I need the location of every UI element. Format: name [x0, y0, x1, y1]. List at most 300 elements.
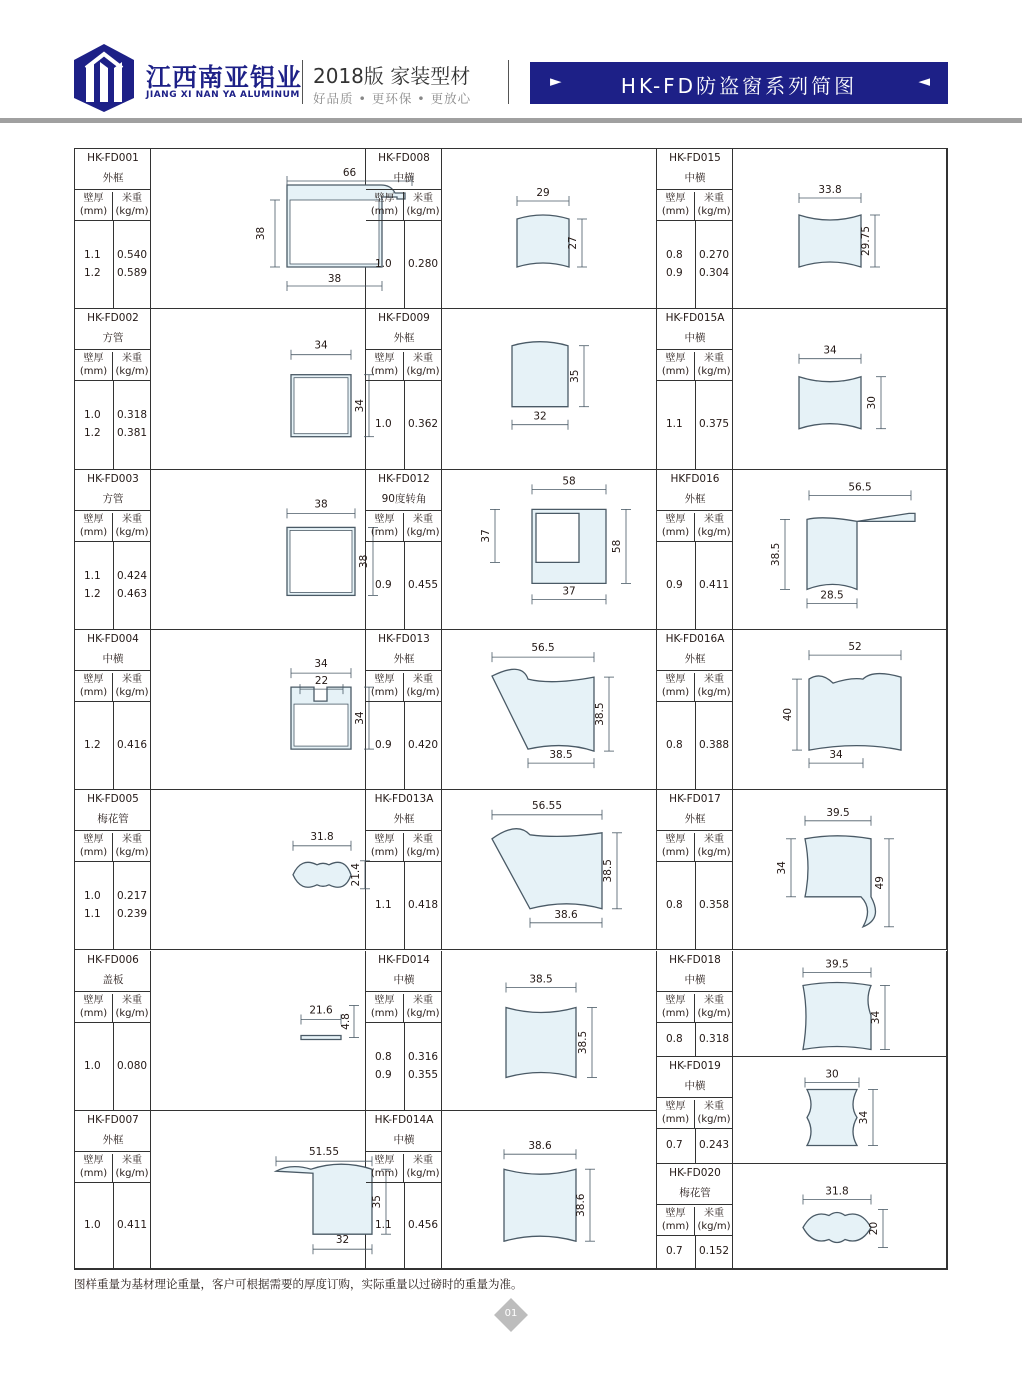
thickness-value: 0.8 — [666, 1032, 683, 1045]
thickness-header: 壁厚 (mm) — [657, 1100, 695, 1128]
dimension-label: 58 — [610, 539, 623, 553]
product-cell — [75, 790, 366, 950]
dimension-label: 38.5 — [549, 748, 573, 761]
weight-header: 米重 (kg/m) — [697, 834, 731, 859]
dimension-label: 39.5 — [826, 806, 850, 819]
product-code: HK-FD016A — [665, 632, 725, 645]
weight-header: 米重 (kg/m) — [115, 673, 149, 698]
thickness-value: 1.0 — [84, 1218, 101, 1231]
profile-drawing — [733, 149, 947, 309]
product-name: 外框 — [102, 172, 124, 184]
dimension-label: 30 — [825, 1068, 839, 1080]
spec-header — [75, 189, 151, 221]
weight-value: 0.318 — [699, 1032, 730, 1045]
thickness-value: 1.2 — [84, 427, 101, 440]
thickness-header: 壁厚 (mm) — [75, 673, 113, 701]
thickness-value: 1.2 — [84, 739, 101, 752]
product-cell — [75, 470, 370, 630]
dimension-label: 38.6 — [528, 1139, 552, 1152]
dimension-label: 66 — [342, 166, 357, 179]
product-name: 方管 — [102, 332, 124, 345]
dimension-label: 34 — [870, 1010, 882, 1024]
header-rule — [0, 118, 1022, 123]
product-name: 方管 — [102, 492, 124, 505]
product-cell — [366, 790, 657, 950]
profile-drawing — [442, 951, 657, 1111]
spec-header — [657, 189, 733, 221]
spec-header — [366, 830, 442, 862]
weight-header: 米重 (kg/m) — [406, 1154, 440, 1179]
product-cell — [657, 1057, 947, 1164]
product-cell — [366, 309, 657, 469]
thickness-value: 0.8 — [666, 249, 683, 262]
dimension-label: 29 — [536, 186, 550, 199]
dimension-label: 56.5 — [848, 480, 872, 493]
page-header — [0, 0, 1022, 125]
product-name: 外框 — [684, 813, 706, 826]
dimension-label: 38.5 — [601, 859, 614, 883]
spec-header — [366, 189, 442, 221]
dimension-label: 29.75 — [859, 225, 872, 257]
product-cell — [657, 951, 947, 1057]
divider — [113, 1183, 114, 1269]
thickness-value: 0.9 — [666, 267, 683, 280]
product-code: HK-FD002 — [87, 312, 139, 325]
divider — [508, 60, 509, 104]
series-banner — [530, 62, 948, 104]
product-info — [657, 1164, 733, 1269]
product-code: HK-FD003 — [87, 472, 139, 485]
weight-value: 0.455 — [408, 578, 439, 591]
product-cell — [657, 1164, 947, 1270]
thickness-value: 1.0 — [84, 1059, 101, 1072]
arrow-left-icon: ◄ — [918, 72, 930, 90]
thickness-header: 壁厚 (mm) — [366, 1154, 404, 1182]
dimension-label: 35 — [370, 1194, 383, 1209]
product-code: HK-FD020 — [669, 1166, 721, 1179]
product-cell — [75, 309, 366, 469]
thickness-value: 1.2 — [84, 267, 101, 280]
product-info — [366, 630, 442, 789]
product-info — [75, 149, 151, 308]
divider — [695, 862, 696, 950]
product-info — [75, 951, 151, 1110]
thickness-header: 壁厚 (mm) — [366, 673, 404, 701]
product-code: HK-FD008 — [378, 152, 430, 164]
weight-value: 0.540 — [117, 249, 148, 262]
weight-value: 0.152 — [699, 1245, 730, 1258]
thickness-header: 壁厚 (mm) — [366, 513, 404, 541]
page-number — [494, 1298, 528, 1332]
product-name: 中横 — [684, 973, 706, 986]
product-code: HK-FD014 — [378, 953, 430, 966]
thickness-value: 1.1 — [84, 249, 101, 262]
product-code: HK-FD014A — [374, 1113, 434, 1126]
product-name: 外框 — [393, 332, 415, 345]
weight-header: 米重 (kg/m) — [115, 353, 149, 378]
brand-name-en: JIANG XI NAN YA ALUMINUM — [146, 90, 300, 100]
dimension-label: 38.5 — [770, 542, 783, 566]
product-info — [657, 951, 733, 1056]
dimension-label: 32 — [533, 410, 547, 423]
product-code: HK-FD004 — [87, 632, 139, 645]
thickness-header: 壁厚 (mm) — [366, 192, 404, 220]
weight-value: 0.304 — [699, 267, 730, 280]
spec-header — [657, 991, 733, 1023]
dimension-label: 34 — [823, 344, 837, 357]
weight-value: 0.424 — [117, 569, 148, 582]
weight-header: 米重 (kg/m) — [697, 1207, 731, 1232]
product-catalog-table — [74, 148, 948, 1270]
product-name: 中横 — [684, 1079, 706, 1092]
divider — [695, 1023, 696, 1057]
dimension-label: 34 — [829, 748, 843, 761]
spec-header — [657, 830, 733, 862]
product-cell — [75, 1111, 383, 1269]
thickness-header: 壁厚 (mm) — [75, 513, 113, 541]
weight-value: 0.456 — [408, 1218, 439, 1231]
weight-value: 0.217 — [117, 890, 148, 903]
profile-drawing — [442, 470, 657, 630]
thickness-header: 壁厚 (mm) — [366, 833, 404, 861]
product-cell — [366, 951, 657, 1111]
divider — [695, 1129, 696, 1164]
divider — [302, 60, 303, 104]
thickness-header: 壁厚 (mm) — [366, 994, 404, 1022]
weight-header: 米重 (kg/m) — [115, 834, 149, 859]
profile-drawing — [442, 630, 657, 790]
weight-value: 0.411 — [699, 578, 730, 591]
profile-drawing — [442, 309, 657, 469]
product-name: 梅花管 — [97, 813, 129, 826]
thickness-value: 1.2 — [84, 587, 101, 600]
thickness-value: 1.0 — [375, 418, 392, 431]
product-info — [366, 470, 442, 629]
product-code: HK-FD015 — [669, 152, 721, 164]
spec-header — [366, 349, 442, 381]
thickness-value: 1.1 — [84, 908, 101, 921]
dimension-label: 38 — [327, 272, 342, 285]
thickness-value: 1.0 — [375, 258, 392, 271]
weight-header: 米重 (kg/m) — [406, 834, 440, 859]
spec-header — [657, 510, 733, 542]
dimension-label: 22 — [314, 674, 329, 687]
dimension-label: 52 — [848, 640, 862, 653]
product-cell — [366, 1111, 657, 1269]
product-info — [657, 470, 733, 629]
spec-header — [75, 349, 151, 381]
divider — [404, 381, 405, 469]
dimension-label: 34 — [776, 861, 789, 875]
weight-header: 米重 (kg/m) — [406, 193, 440, 217]
divider — [113, 221, 114, 309]
dimension-label: 34 — [314, 657, 328, 670]
product-code: HK-FD015A — [665, 312, 725, 325]
divider — [695, 702, 696, 790]
dimension-label: 32 — [335, 1233, 350, 1246]
dimension-label: 49 — [873, 876, 886, 890]
dimension-label: 38.5 — [593, 702, 606, 726]
dimension-label: 34 — [858, 1110, 870, 1124]
product-code: HK-FD006 — [87, 953, 139, 966]
product-code: HK-FD018 — [669, 953, 721, 966]
banner-title: HK-FD防盗窗系列简图 — [620, 74, 858, 98]
thickness-header: 壁厚 (mm) — [75, 833, 113, 861]
thickness-value: 0.8 — [375, 1050, 392, 1063]
thickness-value: 0.8 — [666, 739, 683, 752]
weight-header: 米重 (kg/m) — [697, 193, 731, 217]
product-name: 外框 — [102, 1133, 124, 1146]
dimension-label: 33.8 — [818, 183, 842, 196]
spec-header — [657, 349, 733, 381]
divider — [113, 862, 114, 950]
thickness-value: 0.7 — [666, 1139, 683, 1151]
divider — [404, 1023, 405, 1111]
dimension-label: 27 — [566, 236, 579, 250]
product-code: HK-FD019 — [669, 1059, 721, 1072]
weight-header: 米重 (kg/m) — [115, 193, 149, 217]
dimension-label: 37 — [562, 584, 576, 597]
product-name: 中横 — [393, 172, 415, 184]
divider — [695, 1236, 696, 1270]
product-code: HK-FD013 — [378, 632, 430, 645]
product-info — [75, 1111, 151, 1268]
weight-value: 0.375 — [699, 418, 730, 431]
product-cell — [75, 630, 366, 790]
weight-header: 米重 (kg/m) — [697, 994, 731, 1019]
product-name: 中横 — [102, 652, 124, 665]
thickness-header: 壁厚 (mm) — [75, 192, 113, 220]
product-name: 梅花管 — [679, 1186, 711, 1199]
dimension-label: 38.6 — [574, 1193, 587, 1217]
dimension-label: 56.5 — [531, 641, 555, 654]
divider — [404, 702, 405, 790]
weight-value: 0.270 — [699, 249, 730, 262]
weight-header: 米重 (kg/m) — [697, 353, 731, 378]
weight-value: 0.411 — [117, 1218, 148, 1231]
thickness-header: 壁厚 (mm) — [75, 1154, 113, 1182]
thickness-value: 0.9 — [375, 739, 392, 752]
profile-drawing — [733, 951, 947, 1057]
profile-drawing — [151, 951, 366, 1111]
thickness-value: 0.9 — [375, 1068, 392, 1081]
product-info — [657, 790, 733, 949]
product-info — [75, 309, 151, 468]
edition-title: 2018版 家装型材 — [313, 64, 471, 88]
weight-value: 0.589 — [117, 267, 148, 280]
profile-drawing — [733, 1057, 947, 1164]
weight-value: 0.358 — [699, 899, 730, 912]
profile-drawing — [151, 790, 366, 950]
spec-header — [366, 1151, 442, 1183]
product-name: 外框 — [684, 492, 706, 505]
weight-header: 米重 (kg/m) — [697, 1100, 731, 1125]
profile-drawing — [151, 1111, 383, 1269]
spec-header — [366, 510, 442, 542]
dimension-label: 58 — [562, 474, 576, 487]
product-cell — [657, 309, 947, 469]
thickness-value: 1.1 — [666, 418, 683, 431]
weight-value: 0.463 — [117, 587, 148, 600]
slogan: 好品质 • 更环保 • 更放心 — [313, 91, 472, 106]
profile-drawing — [151, 149, 366, 309]
product-info — [366, 951, 442, 1110]
thickness-value: 1.1 — [84, 569, 101, 582]
weight-value: 0.355 — [408, 1068, 439, 1081]
dimension-label: 34 — [353, 399, 366, 413]
weight-value: 0.362 — [408, 418, 439, 431]
thickness-value: 1.0 — [84, 890, 101, 903]
dimension-label: 30 — [865, 396, 878, 410]
product-cell — [657, 790, 947, 950]
product-cell — [657, 470, 947, 630]
dimension-label: 21.6 — [309, 1003, 333, 1016]
product-cell — [657, 630, 947, 790]
thickness-header: 壁厚 (mm) — [657, 192, 695, 220]
dimension-label: 37 — [480, 528, 493, 543]
thickness-value: 0.9 — [375, 578, 392, 591]
thickness-header: 壁厚 (mm) — [657, 352, 695, 380]
spec-header — [75, 670, 151, 702]
divider — [695, 542, 696, 630]
weight-value: 0.418 — [408, 899, 439, 912]
dimension-label: 38.5 — [529, 972, 553, 985]
profile-drawing — [442, 1111, 657, 1269]
product-cell — [75, 149, 366, 309]
product-info — [657, 309, 733, 468]
dimension-label: 39.5 — [825, 958, 849, 970]
thickness-value: 1.1 — [375, 899, 392, 912]
weight-header: 米重 (kg/m) — [406, 994, 440, 1019]
profile-drawing — [442, 790, 657, 950]
divider — [113, 702, 114, 790]
product-info — [657, 1057, 733, 1163]
divider — [695, 381, 696, 469]
dimension-label: 28.5 — [820, 588, 844, 601]
dimension-label: 21.4 — [349, 863, 362, 887]
spec-header — [366, 991, 442, 1023]
spec-header — [75, 510, 151, 542]
divider — [404, 221, 405, 309]
weight-header: 米重 (kg/m) — [406, 673, 440, 698]
dimension-label: 38.5 — [576, 1030, 589, 1054]
product-info — [366, 1111, 442, 1268]
thickness-value: 0.8 — [666, 899, 683, 912]
dimension-label: 34 — [353, 711, 366, 725]
product-name: 外框 — [393, 813, 415, 826]
product-name: 中横 — [393, 973, 415, 986]
weight-value: 0.318 — [117, 409, 148, 422]
product-name: 外框 — [393, 652, 415, 665]
thickness-value: 0.9 — [666, 578, 683, 591]
weight-value: 0.243 — [699, 1139, 730, 1151]
arrow-right-icon: ► — [550, 72, 562, 90]
dimension-label: 35 — [568, 369, 581, 384]
dimension-label: 38.6 — [554, 908, 578, 921]
spec-header — [75, 1151, 151, 1183]
dimension-label: 38 — [254, 226, 267, 241]
weight-header: 米重 (kg/m) — [697, 673, 731, 698]
divider — [113, 1023, 114, 1111]
spec-header — [657, 1204, 733, 1236]
product-cell — [366, 149, 657, 309]
product-name: 90度转角 — [381, 492, 427, 505]
profile-drawing — [733, 470, 947, 630]
dimension-label: 20 — [868, 1221, 880, 1235]
page-number-text: 01 — [504, 1308, 518, 1319]
product-info — [75, 790, 151, 949]
thickness-header: 壁厚 (mm) — [366, 352, 404, 380]
weight-value: 0.388 — [699, 739, 730, 752]
profile-drawing — [733, 790, 947, 950]
profile-drawing — [151, 309, 366, 469]
product-name: 中横 — [684, 332, 706, 345]
product-info — [75, 630, 151, 789]
profile-drawing — [733, 1164, 947, 1270]
product-info — [75, 470, 151, 629]
weight-value: 0.080 — [117, 1059, 148, 1072]
product-code: HK-FD009 — [378, 312, 430, 325]
product-cell — [75, 951, 366, 1111]
spec-header — [75, 991, 151, 1023]
weight-header: 米重 (kg/m) — [115, 513, 149, 538]
weight-header: 米重 (kg/m) — [406, 513, 440, 538]
product-info — [366, 149, 442, 308]
product-info — [366, 309, 442, 468]
weight-value: 0.316 — [408, 1050, 439, 1063]
divider — [404, 542, 405, 630]
product-info — [657, 149, 733, 308]
profile-drawing — [733, 630, 947, 790]
dimension-label: 38 — [357, 554, 370, 568]
thickness-value: 1.0 — [84, 409, 101, 422]
weight-header: 米重 (kg/m) — [697, 513, 731, 538]
product-cell — [657, 149, 947, 309]
thickness-header: 壁厚 (mm) — [657, 1207, 695, 1235]
thickness-header: 壁厚 (mm) — [657, 513, 695, 541]
weight-header: 米重 (kg/m) — [115, 994, 149, 1019]
product-name: 外框 — [684, 652, 706, 665]
product-code: HKFD016 — [670, 472, 720, 485]
product-code: HK-FD013A — [374, 793, 434, 806]
weight-value: 0.381 — [117, 427, 148, 440]
footnote: 图样重量为基材理论重量，客户可根据需要的厚度订购，实际重量以过磅时的重量为准。 — [74, 1277, 523, 1291]
thickness-value: 0.7 — [666, 1245, 683, 1258]
weight-header: 米重 (kg/m) — [406, 353, 440, 378]
weight-value: 0.416 — [117, 739, 148, 752]
dimension-label: 31.8 — [825, 1185, 849, 1197]
dimension-label: 38 — [314, 497, 328, 510]
product-code: HK-FD017 — [669, 793, 721, 806]
thickness-header: 壁厚 (mm) — [657, 673, 695, 701]
product-name: 盖板 — [102, 973, 124, 986]
weight-value: 0.239 — [117, 908, 148, 921]
product-code: HK-FD005 — [87, 793, 139, 806]
dimension-label: 40 — [782, 707, 795, 722]
thickness-value: 1.1 — [375, 1218, 392, 1231]
thickness-header: 壁厚 (mm) — [657, 833, 695, 861]
thickness-header: 壁厚 (mm) — [657, 994, 695, 1022]
product-cell — [366, 470, 657, 630]
divider — [695, 221, 696, 309]
product-code: HK-FD012 — [378, 472, 430, 485]
brand-logo-icon — [70, 42, 138, 114]
product-name: 中横 — [393, 1133, 415, 1146]
brand-name: 江西南亚铝业 — [146, 63, 303, 92]
product-info — [366, 790, 442, 949]
divider — [404, 1183, 405, 1269]
product-cell — [366, 630, 657, 790]
